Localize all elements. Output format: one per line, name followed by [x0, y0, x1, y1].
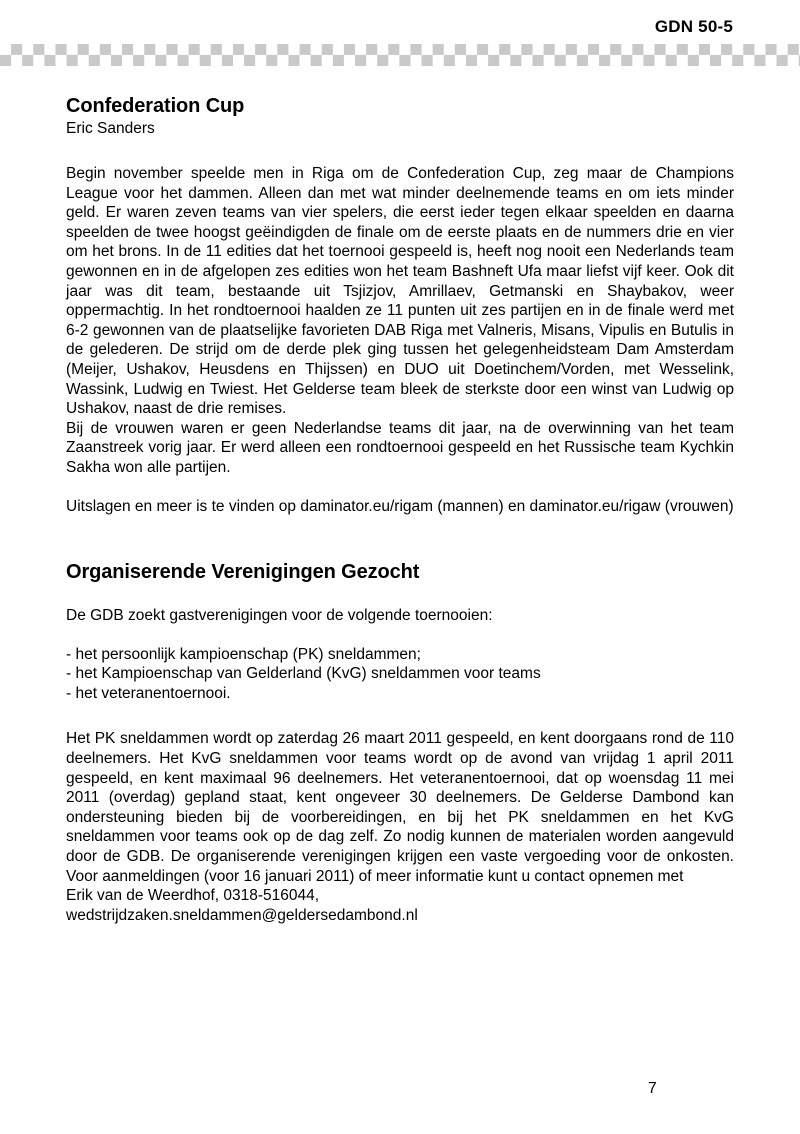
article-title: Confederation Cup — [66, 95, 245, 117]
page-number: 7 — [648, 1080, 657, 1097]
list-item: - het persoonlijk kampioenschap (PK) sneldammen; — [66, 645, 421, 663]
section-title: Organiserende Verenigingen Gezocht — [66, 561, 420, 584]
contact-email: wedstrijdzaken.sneldammen@geldersedambond.nl — [66, 906, 418, 924]
header-title: GDN 50-5 — [654, 17, 733, 36]
spacer — [66, 516, 734, 560]
spacer — [66, 138, 734, 164]
spacer — [66, 584, 734, 606]
article-paragraph-1: Begin november speelde men in Riga om de Confederation Cup, zeg maar de Champions League voor het dammen. Alleen dan met wat minder deelnemende teams en om iets minder geld. Er waren zeven teams van vier spelers, die eerst ieder tegen elkaar speelden en daarna speelden de twee hoogst geëindigden de finale om de eerste plaats en de nummers drie en vier om het brons. In de 11 edities dat het toernooi gespeeld is, heeft nog nooit een Nederlands team gewonnen en in de afgelopen zes edities won het team Bashneft Ufa maar liefst vijf keer. Ook dit jaar was dit team, bestaande uit Tsjizjov, Amrillaev, Getmanski en Shaybakov, weer oppermachtig. In het rondtoernooi haalden ze 11 punten uit zes partijen en in de finale werd met 6-2 gewonnen van de plaatselijke favorieten DAB Riga met Valneris, Misans, Vipulis en Butulis in de gelederen. De strijd om de derde plek ging tussen het gelegenheidsteam Dam Amsterdam (Meijer, Ushakov, Heusdens en Thijssen) en DUO uit Doetinchem/Vorden, met Wesselink, Wassink, Ludwig en Twiest. Het Gelderse team bleek de sterkste door een winst van Ludwig op Ushakov, naast de drie remises. — [66, 165, 734, 418]
spacer — [66, 626, 734, 645]
list-item: - het Kampioenschap van Gelderland (KvG) sneldammen voor teams — [66, 665, 541, 683]
tournament-list — [66, 645, 734, 704]
article-author: Eric Sanders — [66, 120, 155, 137]
document-content — [66, 94, 734, 925]
contact-name-phone: Erik van de Weerdhof, 0318-516044, — [66, 887, 320, 905]
spacer — [66, 478, 734, 497]
article-paragraph-3: Uitslagen en meer is te vinden op daminator.eu/rigam (mannen) en daminator.eu/rigaw (vrouwen) — [66, 497, 734, 515]
article-paragraph-2: Bij de vrouwen waren er geen Nederlandse teams dit jaar, na de overwinning van het team Zaanstreek vorig jaar. Er werd alleen een rondtoernooi gespeeld en het Russische team Kychkin Sakha won alle partijen. — [66, 419, 734, 476]
spacer — [66, 703, 734, 729]
page-header — [0, 0, 800, 70]
list-item: - het veteranentoernooi. — [66, 684, 231, 702]
section-paragraph-1: Het PK sneldammen wordt op zaterdag 26 maart 2011 gespeeld, en kent doorgaans rond de 110 deelnemers. Het KvG sneldammen voor teams wordt op de avond van vrijdag 1 april 2011 gespeeld, en kent maximaal 96 deelnemers. Het veteranentoernooi, dat op woensdag 11 mei 2011 (overdag) gepland staat, kent ongeveer 30 deelnemers. De Gelderse Dambond kan ondersteuning bieden bij de voorbereidingen, en bij het PK sneldammen en het KvG sneldammen voor teams ook op de dag zelf. Zo nodig kunnen de materialen worden aangevuld door de GDB. De organiserende verenigingen krijgen een vaste vergoeding voor de onkosten. Voor aanmeldingen (voor 16 januari 2011) of meer informatie kunt u contact opnemen met — [66, 730, 734, 885]
section-intro: De GDB zoekt gastverenigingen voor de volgende toernooien: — [66, 607, 493, 625]
checkerboard-divider — [0, 44, 800, 66]
